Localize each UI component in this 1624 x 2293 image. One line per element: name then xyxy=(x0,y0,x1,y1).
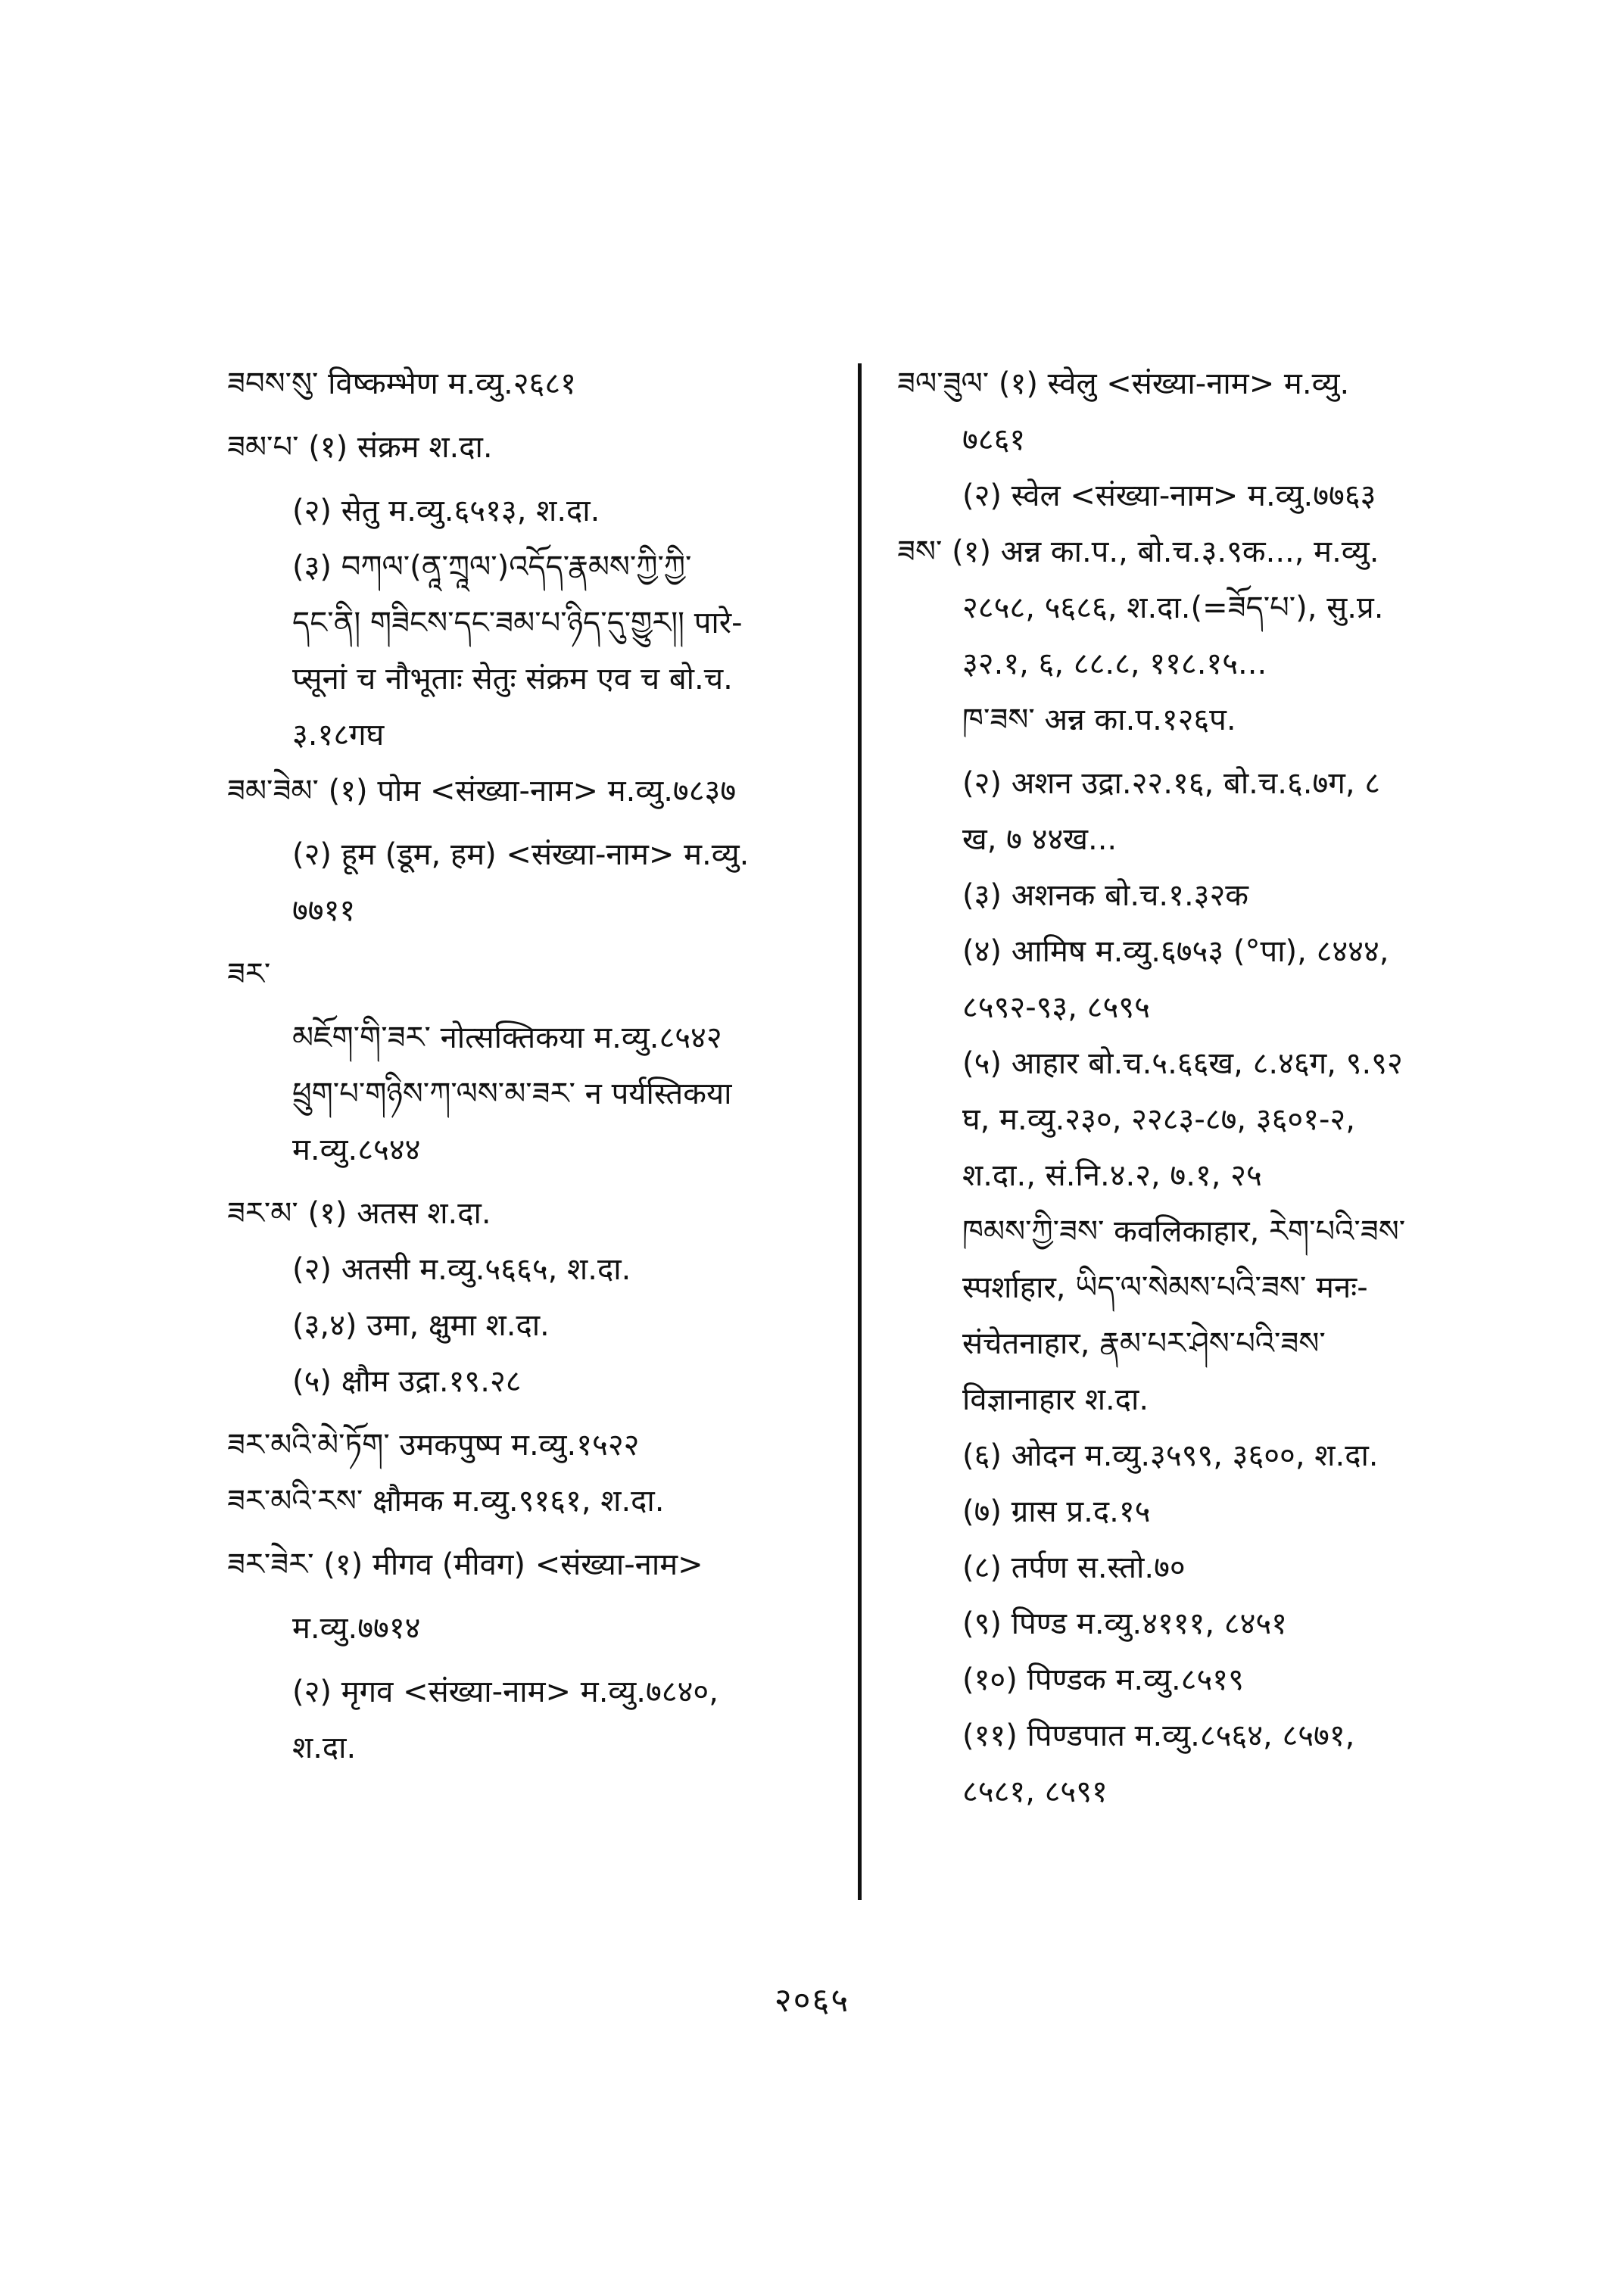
entry-line: ३.१८गघ xyxy=(292,718,385,752)
entry-line: ཕྲུག་པ་གཉིས་ཀ་ལས་མ་ཟར་ न पर्यस्तिकया xyxy=(292,1076,732,1111)
entry-line: म.व्यु.७७१४ xyxy=(292,1611,421,1646)
entry-line: (१०) पिण्डक म.व्यु.८५१९ xyxy=(962,1662,1244,1697)
entry-line: ཟམ་པ་ (१) संक्रम श.दा. xyxy=(227,430,493,465)
entry-line: २८५८, ५६८६, श.दा.(=ཟོད་པ་), सु.प्र. xyxy=(962,590,1384,625)
entry-line: ཟམ་ཟེམ་ (१) पोम <संख्या-नाम> म.व्यु.७८३७ xyxy=(227,774,737,808)
entry-line: ཟར་ xyxy=(227,957,271,992)
entry-line: ཟར་མའི་རས་ क्षौमक म.व्यु.९१६१, श.दा. xyxy=(227,1484,665,1519)
entry-line: ཁམས་ཀྱི་ཟས་ कवलिकाहार, རེག་པའི་ཟས་ xyxy=(962,1214,1406,1249)
entry-line: (२) अशन उद्रा.२२.१६, बो.च.६.७ग, ८ xyxy=(962,766,1381,801)
entry-line: (४) आमिष म.व्यु.६७५३ (°पा), ८४४४, xyxy=(962,934,1389,969)
entry-line: (२) स्वेल <संख्या-नाम> म.व्यु.७७६३ xyxy=(962,478,1376,513)
entry-line: (२) हूम (डूम, हम) <संख्या-नाम> म.व्यु. xyxy=(292,837,750,872)
right-column xyxy=(897,356,1473,1820)
entry-line: ८५८१, ८५९१ xyxy=(962,1774,1108,1809)
page-number: २०६५ xyxy=(774,1981,850,2020)
entry-line: (११) पिण्डपात म.व्यु.८५६४, ८५७१, xyxy=(962,1718,1355,1753)
left-column xyxy=(227,356,848,1776)
entry-line: དང་ནི། གཟིངས་དང་ཟམ་པ་ཉིད་དུ་གྱུར།། पारे- xyxy=(292,606,743,640)
entry-line: घ, म.व्यु.२३०, २२८३-८७, ३६०१-२, xyxy=(962,1102,1355,1137)
entry-line: ཟབས་སུ་ विष्कम्भेण म.व्यु.२६८१ xyxy=(227,366,576,401)
entry-line: (८) तर्पण स.स्तो.७० xyxy=(962,1550,1186,1585)
entry-line: विज्ञानाहार श.दा. xyxy=(962,1382,1149,1417)
entry-line: ३२.१, ६, ८८.८, ११८.१५... xyxy=(962,646,1267,681)
entry-line: (३) བཀལ་(ནཱ་ཀྲཱལ་)འདོད་རྣམས་ཀྱི་ཀྱི་ xyxy=(292,550,692,584)
entry-line: श.दा., सं.नि.४.२, ७.१, २५ xyxy=(962,1158,1262,1193)
entry-line: ख, ७ ४४ख... xyxy=(962,822,1117,857)
entry-line: म.व्यु.८५४४ xyxy=(292,1132,421,1167)
entry-line: ཟར་མའི་མེ་ཏོག་ उमकपुष्प म.व्यु.१५२२ xyxy=(227,1428,640,1463)
entry-line: (६) ओदन म.व्यु.३५९९, ३६००, श.दा. xyxy=(962,1438,1379,1473)
entry-line: ཟལ་ཟུལ་ (१) स्वेलु <संख्या-नाम> म.व्यु. xyxy=(897,366,1350,401)
entry-line: (५) क्षौम उद्रा.१९.२८ xyxy=(292,1364,522,1399)
column-divider xyxy=(858,363,862,1900)
entry-line: श.दा. xyxy=(292,1731,357,1765)
entry-line: (३,४) उमा, क्षुमा श.दा. xyxy=(292,1308,550,1343)
entry-line: (२) सेतु म.व्यु.६५१३, श.दा. xyxy=(292,494,600,528)
entry-line: ཁ་ཟས་ अन्न का.प.१२६प. xyxy=(962,703,1236,737)
entry-line: (३) अशनक बो.च.१.३२क xyxy=(962,878,1248,913)
entry-line: (२) मृगव <संख्या-नाम> म.व्यु.७८४०, xyxy=(292,1675,718,1709)
entry-line: (२) अतसी म.व्यु.५६६५, श.दा. xyxy=(292,1252,631,1287)
entry-line: ཟས་ (१) अन्न का.प., बो.च.३.९क..., म.व्यु. xyxy=(897,534,1379,569)
entry-line: (७) ग्रास प्र.द.१५ xyxy=(962,1494,1151,1529)
entry-line: མཇོག་གི་ཟར་ नोत्सक्तिकया म.व्यु.८५४२ xyxy=(292,1020,722,1055)
entry-line: प्सूनां च नौभूताः सेतुः संक्रम एव च बो.च. xyxy=(292,662,733,696)
entry-line: ७७११ xyxy=(292,893,356,928)
entry-line: ७८६१ xyxy=(962,422,1026,457)
entry-line: ཟར་མ་ (१) अतस श.दा. xyxy=(227,1196,491,1231)
entry-line: (९) पिण्ड म.व्यु.४१११, ८४५१ xyxy=(962,1606,1287,1641)
entry-line: ८५९२-९३, ८५९५ xyxy=(962,990,1150,1025)
entry-line: स्पर्शाहार, ཡིད་ལ་སེམས་པའི་ཟས་ मनः- xyxy=(962,1270,1368,1305)
entry-line: संचेतनाहार, རྣམ་པར་ཤེས་པའི་ཟས་ xyxy=(962,1326,1326,1361)
entry-line: ཟར་ཟེར་ (१) मीगव (मीवग) <संख्या-नाम> xyxy=(227,1547,703,1582)
entry-line: (५) आहार बो.च.५.६६ख, ८.४६ग, ९.९२ xyxy=(962,1046,1403,1081)
